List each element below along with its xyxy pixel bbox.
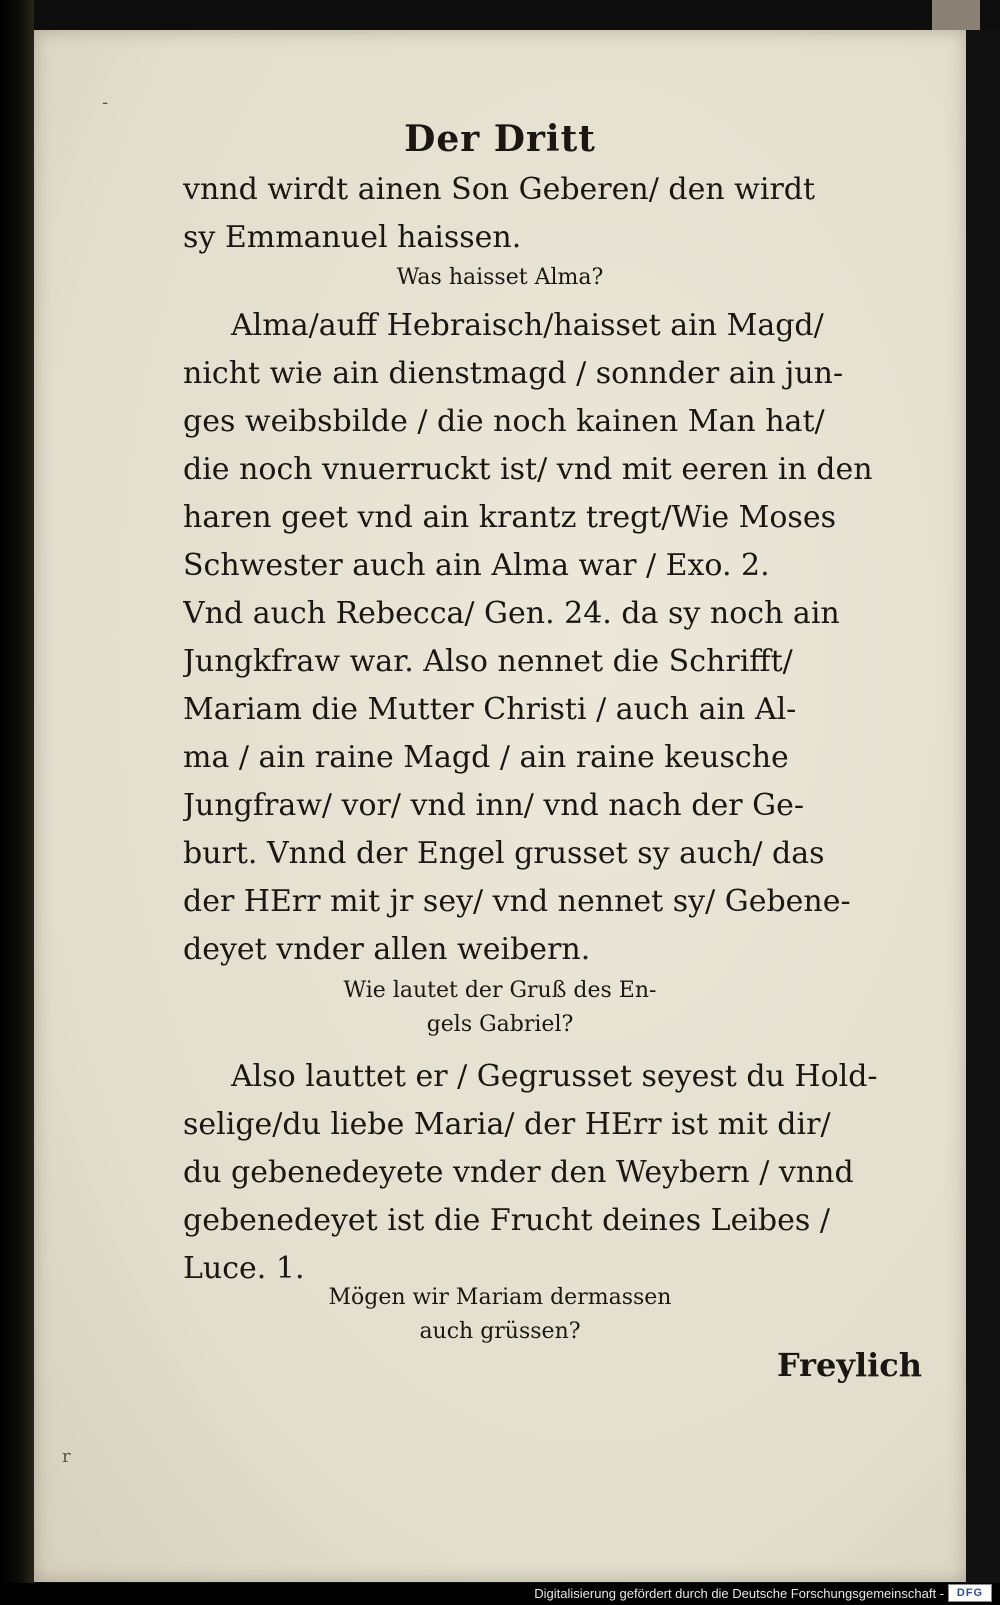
text-line: Alma/auff Hebraisch/haisset ain Magd/ xyxy=(231,308,824,343)
scan-top-edge xyxy=(34,0,1000,30)
text-line: Vnd auch Rebecca/ Gen. 24. da sy noch ain xyxy=(183,596,840,631)
heading-line: Mögen wir Mariam dermassen xyxy=(328,1285,672,1310)
text-line: Mariam die Mutter Christi / auch ain Al- xyxy=(183,692,797,727)
page-corner-tab xyxy=(932,0,980,30)
book-spine xyxy=(0,0,34,1605)
text-line: nicht wie ain dienstmagd / sonnder ain jun- xyxy=(183,356,844,391)
text-line: sy Emmanuel haissen. xyxy=(183,220,522,255)
text-line: deyet vnder allen weibern. xyxy=(183,932,591,967)
margin-mark-bottom: r xyxy=(62,1446,71,1467)
answer-paragraph-2 xyxy=(183,1053,923,1293)
catchword: Freylich xyxy=(776,1346,922,1384)
text-line: Schwester auch ain Alma war / Exo. 2. xyxy=(183,548,770,583)
text-line: burt. Vnnd der Engel grusset sy auch/ das xyxy=(183,836,825,871)
dfg-logo-icon: DFG xyxy=(948,1584,992,1602)
heading-line: auch grüssen? xyxy=(419,1319,581,1344)
question-heading-1: Was haisset Alma? xyxy=(396,265,604,290)
running-header: Der Dritt xyxy=(404,118,596,160)
footer-bar xyxy=(0,1583,1000,1605)
intro-paragraph xyxy=(183,166,923,262)
heading-line: gels Gabriel? xyxy=(426,1012,574,1037)
text-line: ma / ain raine Magd / ain raine keusche xyxy=(183,740,789,775)
text-line: der HErr mit jr sey/ vnd nennet sy/ Gebene- xyxy=(183,884,851,919)
text-line: selige/du liebe Maria/ der HErr ist mit dir/ xyxy=(183,1107,831,1142)
question-heading-2 xyxy=(34,974,966,1042)
text-line: vnnd wirdt ainen Son Geberen/ den wirdt xyxy=(183,172,816,207)
text-line: ges weibsbilde / die noch kainen Man hat/ xyxy=(183,404,825,439)
heading-line: Wie lautet der Gruß des En- xyxy=(343,978,657,1003)
text-line: Jungfraw/ vor/ vnd inn/ vnd nach der Ge- xyxy=(183,788,804,823)
text-line: Also lauttet er / Gegrusset seyest du Hold- xyxy=(231,1059,878,1094)
text-line: gebenedeyet ist die Frucht deines Leibes / xyxy=(183,1203,830,1238)
text-line: haren geet vnd ain krantz tregt/Wie Moses xyxy=(183,500,836,535)
text-line: Luce. 1. xyxy=(183,1251,305,1286)
text-line: Jungkfraw war. Also nennet die Schrifft/ xyxy=(183,644,793,679)
question-heading-3 xyxy=(34,1281,966,1349)
margin-mark-top: - xyxy=(102,92,109,113)
answer-paragraph-1 xyxy=(183,302,923,974)
text-line: die noch vnuerruckt ist/ vnd mit eeren in den xyxy=(183,452,873,487)
text-line: du gebenedeyete vnder den Weybern / vnnd xyxy=(183,1155,854,1190)
funding-credit: Digitalisierung gefördert durch die Deutsche Forschungsgemeinschaft - xyxy=(534,1586,944,1601)
